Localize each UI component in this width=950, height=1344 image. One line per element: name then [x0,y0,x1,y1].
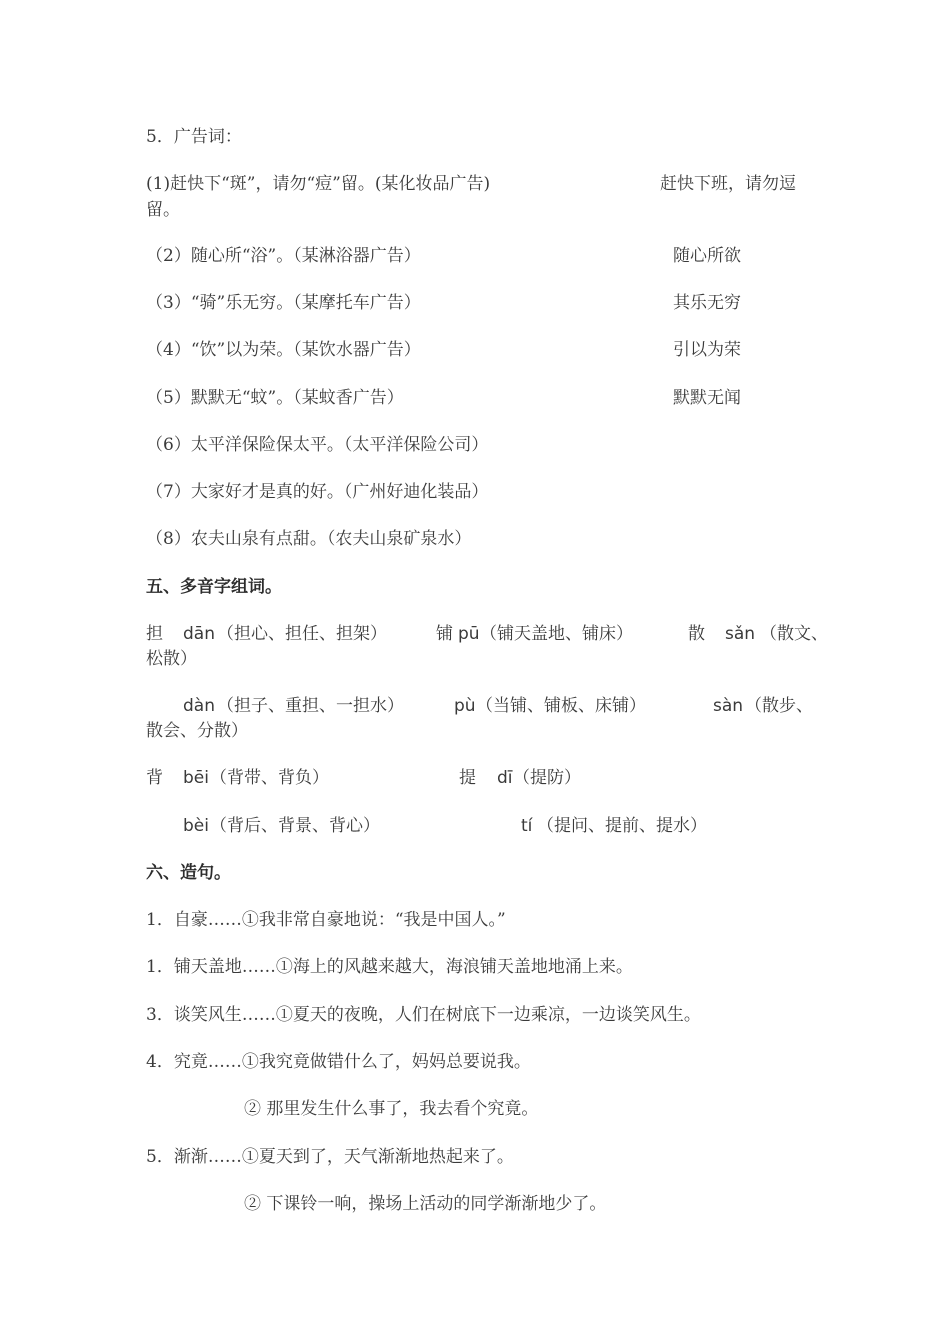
section-heading-sentences: 六、造句。 [146,863,231,883]
words-san3-cont: 松散） [146,649,197,669]
pinyin-dan1: dān [183,624,215,644]
section-heading-polyphones: 五、多音字组词。 [146,577,282,597]
pinyin-di1: dī [497,768,513,788]
ad-item-4: （4）“饮”以为荣。（某饮水器广告） [146,340,421,360]
pinyin-san4: sàn [713,696,744,716]
ad-item-7: （7）大家好才是真的好。（广州好迪化装品） [146,482,489,502]
words-pu1: （铺天盖地、铺床） [480,624,633,644]
sentence-item: 5．渐渐……①夏天到了，天气渐渐地热起来了。 [146,1147,514,1167]
ad-item-2-answer: 随心所欲 [673,246,741,266]
ad-item-4-answer: 引以为荣 [673,340,741,360]
ad-item-3-answer: 其乐无穷 [673,293,741,313]
words-san4: （散步、 [745,696,813,716]
pinyin-dan4: dàn [183,696,215,716]
sentence-item: 3．谈笑风生……①夏天的夜晚，人们在树底下一边乘凉，一边谈笑风生。 [146,1005,701,1025]
ad-item-8: （8）农夫山泉有点甜。（农夫山泉矿泉水） [146,529,472,549]
ad-item-2: （2）随心所“浴”。（某淋浴器广告） [146,246,421,266]
words-san4-cont: 散会、分散） [146,721,248,741]
pinyin-ti2: tí [521,816,533,836]
polyphone-char-bei: 背 [146,768,163,788]
sentence-item: 4．究竟……①我究竟做错什么了，妈妈总要说我。 [146,1052,531,1072]
words-dan4: （担子、重担、一担水） [217,696,404,716]
polyphone-char-ti: 提 [459,768,476,788]
ad-item-1-answer-cont: 留。 [146,200,180,220]
words-bei1: （背带、背负） [210,768,329,788]
ad-item-6: （6）太平洋保险保太平。（太平洋保险公司） [146,435,489,455]
words-dan1: （担心、担任、担架） [217,624,387,644]
pinyin-pu1: pū [458,624,480,644]
polyphone-char-san: 散 [688,624,705,644]
polyphone-char-dan: 担 [146,624,163,644]
ad-item-1: (1)赶快下“斑”，请勿“痘”留。(某化妆品广告) [146,174,491,194]
words-pu4: （当铺、铺板、床铺） [476,696,646,716]
section-heading-ads: 5．广告词： [146,127,242,147]
words-bei4: （背后、背景、背心） [210,816,380,836]
sentence-item: 1．自豪……①我非常自豪地说：“我是中国人。” [146,910,506,930]
words-san3: （散文、 [760,624,828,644]
polyphone-char-pu: 铺 [436,624,453,644]
ad-item-1-answer: 赶快下班，请勿逗 [660,174,796,194]
words-di1: （提防） [513,768,581,788]
ad-item-3: （3）“骑”乐无穷。（某摩托车广告） [146,293,421,313]
sentence-item-sub: ② 那里发生什么事了，我去看个究竟。 [244,1099,539,1119]
ad-item-5-answer: 默默无闻 [673,388,741,408]
pinyin-bei1: bēi [183,768,209,788]
sentence-item: 1．铺天盖地……①海上的风越来越大，海浪铺天盖地地涌上来。 [146,957,633,977]
ad-item-5: （5）默默无“蚊”。（某蚊香广告） [146,388,404,408]
pinyin-san3: sǎn [725,624,756,644]
pinyin-bei4: bèi [183,816,209,836]
pinyin-pu4: pù [454,696,476,716]
words-ti2: （提问、提前、提水） [537,816,707,836]
sentence-item-sub: ② 下课铃一响，操场上活动的同学渐渐地少了。 [244,1194,607,1214]
